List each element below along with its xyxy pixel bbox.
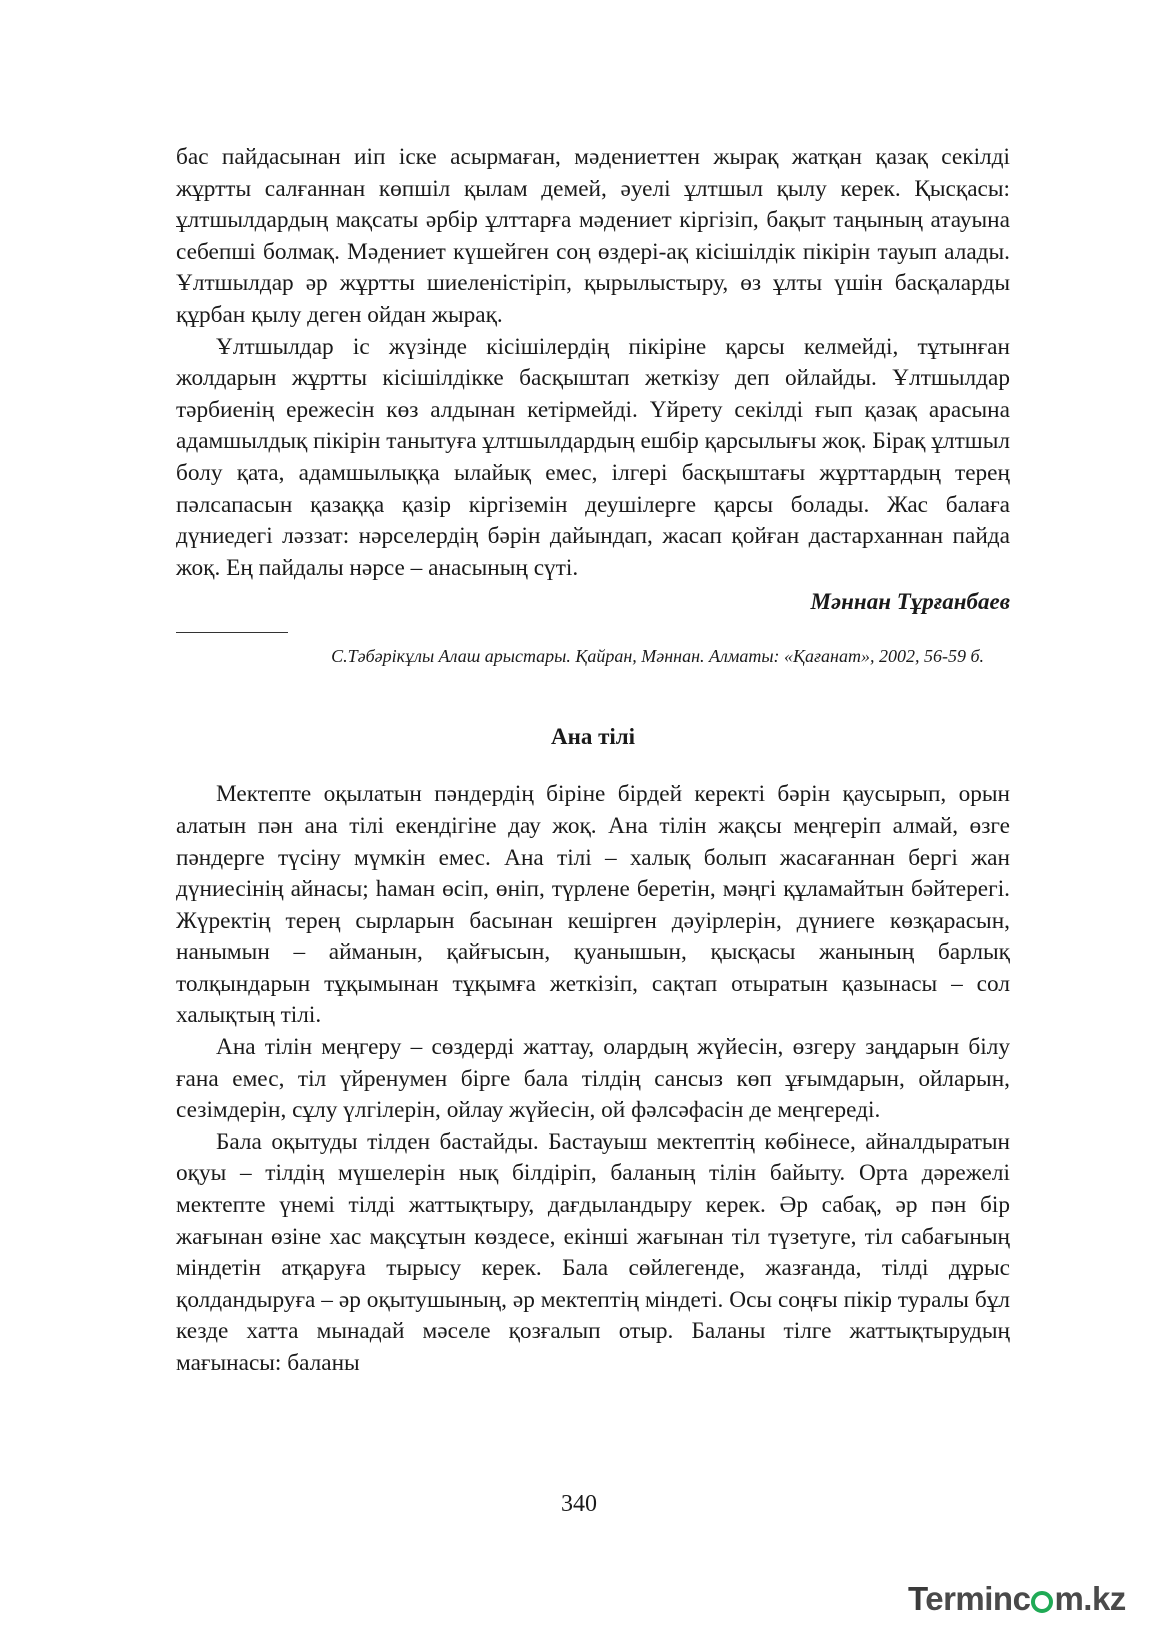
paragraph-top-2: Ұлтшылдар іс жүзінде кісішілердің пікіріне қарсы келмейді, тұтынған жолдарын жұртты кісішілдікке басқыштап жеткізу деп ойлайды. Ұлтшылдар тәрбиенің ережесін көз алдынан кетірмейді. Үйрету секілді ғып қазақ арасына адамшылдық пікірін танытуға ұлтшылдардың ешбір қарсылығы жоқ. Бірақ ұлтшыл болу қата, адамшылыққа ылайық емес, ілгері басқыштағы жұрттардың терең пәлсапасын қазаққа қазір кіргіземін деушілерге қарсы болады. Жас балаға дүниедегі ләззат: нәрселердің бәрін дайындап, жасап қойған дастарханнан пайда жоқ. Ең пайдалы нәрсе – анасының сүті. xyxy=(176,333,1010,581)
watermark-part3: m.kz xyxy=(1054,1580,1126,1617)
ring-icon xyxy=(1031,1591,1053,1613)
site-watermark-logo xyxy=(908,1580,1126,1618)
section-title: Ана тілі xyxy=(550,724,636,750)
author-signature: Мәннан Тұрғанбаев xyxy=(810,589,1010,615)
paragraph-top-1: бас пайдасынан иіп іске асырмаған, мәдениеттен жырақ жатқан қазақ секілді жұртты салғаннан көпшіл қылам демей, әуелі ұлтшыл қылу керек. Қысқасы: ұлтшылдардың мақсаты әрбір ұлттарға мәдениет кіргізіп, бақыт таңының атауына себепші болмақ. Мәдениет күшейген соң өздері-ақ кісішілдік пікірін тауып алады. Ұлтшылдар әр жұртты шиеленістіріп, қырылыстыру, өз ұлты үшін басқаларды құрбан қылу деген ойдан жырақ. xyxy=(176,144,1010,328)
footnote-rule xyxy=(176,632,288,633)
footnote: С.Тәбәрікұлы Алаш арыстары. Қайран, Мәннан. Алматы: «Қағанат», 2002, 56-59 б. xyxy=(331,646,984,667)
page-content xyxy=(176,142,1010,1380)
watermark-part1: T xyxy=(908,1580,926,1617)
paragraph-bottom-2: Ана тілін меңгеру – сөздерді жаттау, олардың жүйесін, өзгеру заңдарын білу ғана емес, тіл үйренумен бірге бала тілдің сансыз көп ұғымдарын, ойларын, сезімдерін, сұлу үлгілерін, ойлау жүйесін, ой фәлсәфасін де меңгереді. xyxy=(176,1034,1010,1124)
watermark-part2: erminc xyxy=(925,1580,1031,1617)
paragraph-bottom-1: Мектепте оқылатын пәндердің біріне бірдей керекті бәрін қаусырып, орын алатын пән ана тілі екендігіне дау жоқ. Ана тілін жақсы меңгеріп алмай, өзге пәндерге түсіну мүмкін емес. Ана тілі – халық болып жасағаннан бергі жан дүниесінің айнасы; һаман өсіп, өніп, түрлене беретін, мәңгі құламайтын бәйтерегі. Жүректің терең сырларын басынан кешірген дәуірлерін, дүниеге көзқарасын, нанымын – айманын, қайғысын, қуанышын, қысқасы жанының барлық толқындарын тұқымынан тұқымға жеткізіп, сақтап отыратын қазынасы – сол халықтың тілі. xyxy=(176,781,1010,1029)
page-number: 340 xyxy=(561,1491,597,1517)
paragraph-bottom-3: Бала оқытуды тілден бастайды. Бастауыш мектептің көбінесе, айналдыратын оқуы – тілдің мүшелерін нық білдіріп, баланың тілін байыту. Орта дәрежелі мектепте үнемі тілді жаттықтыру, дағдыландыру керек. Әр сабақ, әр пән бір жағынан өзіне хас мақсұтын көздесе, екінші жағынан тіл түзетуге, тіл сабағының міндетін атқаруға тырысу керек. Бала сөйлегенде, жазғанда, тілді дұрыс қолдандыруға – әр оқытушының, әр мектептің міндеті. Осы соңғы пікір туралы бұл кезде хатта мынадай мәселе қозғалып отыр. Баланы тілге жаттықтырудың мағынасы: баланы xyxy=(176,1128,1010,1376)
